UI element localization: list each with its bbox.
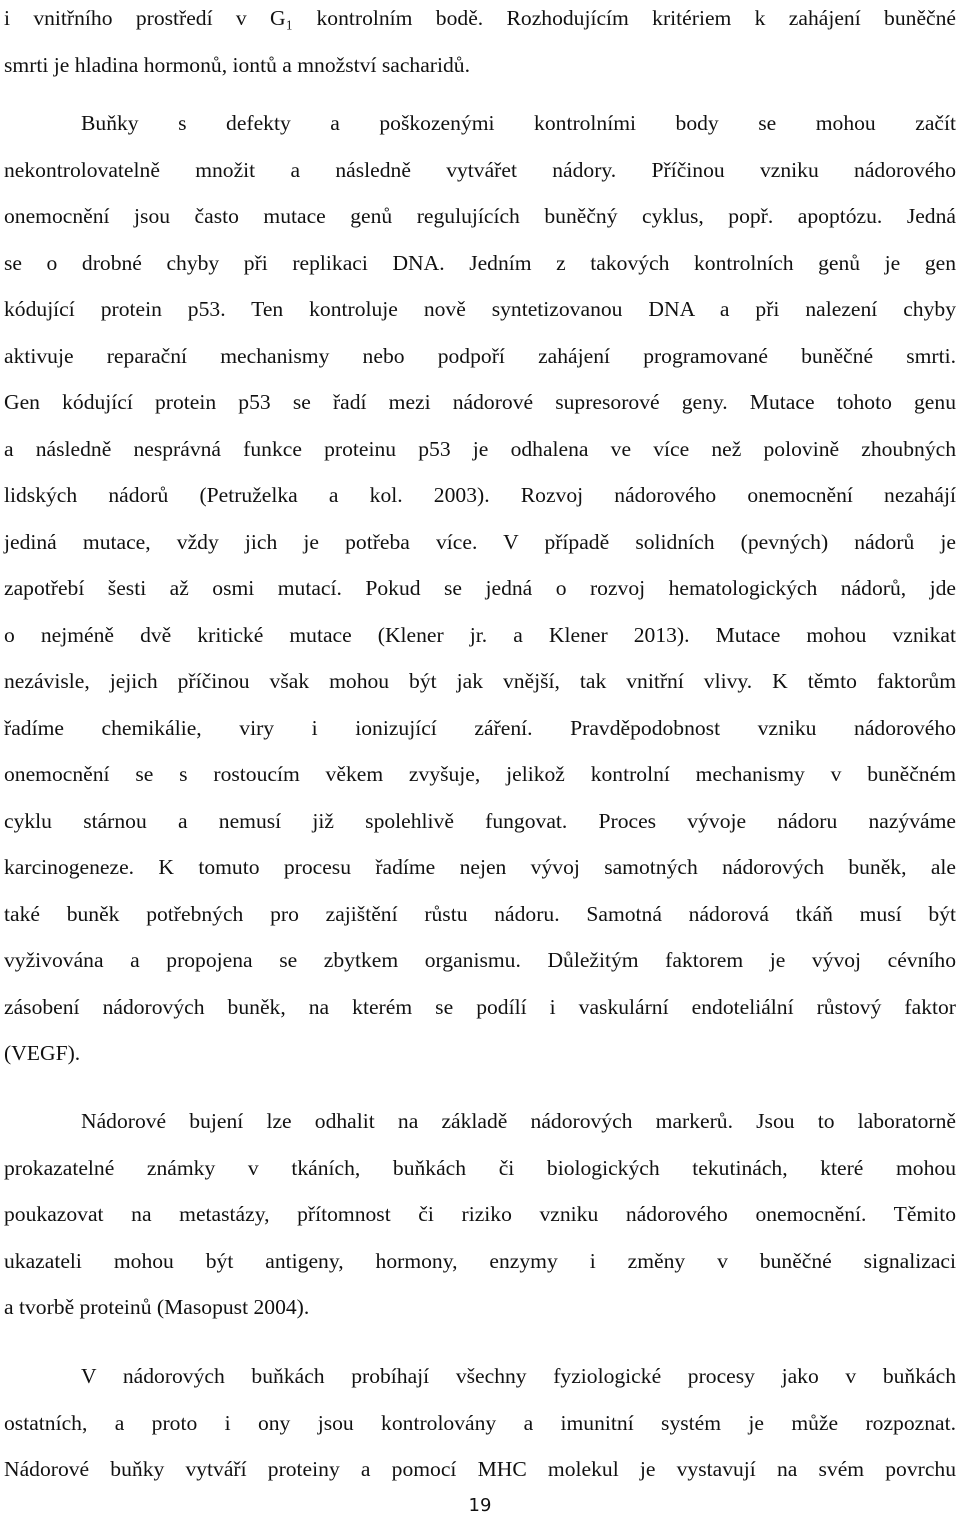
text-line: smrti je hladina hormonů, iontů a množství sacharidů. (4, 52, 470, 77)
text-line: onemocnění jsou často mutace genů regulujících buněčný cyklus, popř. apoptózu. Jedná (4, 204, 956, 228)
text-line: Gen kódující protein p53 se řadí mezi nádorové supresorové geny. Mutace tohoto genu (4, 390, 956, 414)
text-line: nekontrolovatelně množit a následně vytvářet nádory. Příčinou vzniku nádorového (4, 157, 956, 182)
text-line: vyživována a propojena se zbytkem organismu. Důležitým faktorem je vývoj cévního (4, 948, 956, 972)
text-line: V nádorových buňkách probíhají všechny fyziologické procesy jako v buňkách (81, 1364, 956, 1388)
text-line: řadíme chemikálie, viry i ionizující záření. Pravděpodobnost vzniku nádorového (4, 715, 956, 740)
text-line: (VEGF). (4, 1041, 81, 1065)
text-line: nezávisle, jejich příčinou však mohou být jak vnější, tak vnitřní vlivy. K těmto faktorům (4, 669, 956, 693)
text-line: zásobení nádorových buněk, na kterém se podílí i vaskulární endoteliální růstový faktor (4, 994, 956, 1019)
text-line: i vnitřního prostředí v G₁ kontrolním bodě. Rozhodujícím kritériem k zahájení buněčné (4, 6, 956, 30)
text-line: lidských nádorů (Petruželka a kol. 2003). Rozvoj nádorového onemocnění nezahájí (4, 483, 956, 507)
text-line: cyklu stárnou a nemusí již spolehlivě fungovat. Proces vývoje nádoru nazýváme (4, 808, 956, 833)
text-line: Buňky s defekty a poškozenými kontrolními body se mohou začít (81, 111, 956, 135)
page-number: 19 (468, 1495, 492, 1516)
text-line: poukazovat na metastázy, přítomnost či riziko vzniku nádorového onemocnění. Těmito (4, 1202, 956, 1226)
text-line: kódující protein p53. Ten kontroluje nově syntetizovanou DNA a při nalezení chyby (4, 297, 956, 321)
text-line: karcinogeneze. K tomuto procesu řadíme nejen vývoj samotných nádorových buněk, ale (4, 855, 956, 879)
text-line: ukazateli mohou být antigeny, hormony, enzymy i změny v buněčné signalizaci (4, 1248, 956, 1273)
text-line: onemocnění se s rostoucím věkem zvyšuje, jelikož kontrolní mechanismy v buněčném (4, 762, 956, 786)
text-line: zapotřebí šesti až osmi mutací. Pokud se jedná o rozvoj hematologických nádorů, jde (4, 576, 956, 600)
text-line: Nádorové buňky vytváří proteiny a pomocí MHC molekul je vystavují na svém povrchu (4, 1457, 956, 1481)
text-line: také buněk potřebných pro zajištění růstu nádoru. Samotná nádorová tkáň musí být (4, 901, 956, 926)
text-line: se o drobné chyby při replikaci DNA. Jedním z takových kontrolních genů je gen (4, 250, 956, 275)
text-line: Nádorové bujení lze odhalit na základě nádorových markerů. Jsou to laboratorně (81, 1109, 956, 1133)
text-line: prokazatelné známky v tkáních, buňkách či biologických tekutinách, které mohou (4, 1155, 956, 1180)
text-line: aktivuje reparační mechanismy nebo podpoří zahájení programované buněčné smrti. (4, 343, 956, 368)
text-line: jediná mutace, vždy jich je potřeba více. V případě solidních (pevných) nádorů je (4, 529, 956, 554)
text-line: o nejméně dvě kritické mutace (Klener jr. a Klener 2013). Mutace mohou vznikat (4, 622, 956, 647)
text-line: ostatních, a proto i ony jsou kontrolovány a imunitní systém je může rozpoznat. (4, 1410, 956, 1435)
text-line: a tvorbě proteinů (Masopust 2004). (4, 1295, 310, 1319)
text-line: a následně nesprávná funkce proteinu p53 je odhalena ve více než polovině zhoubných (4, 436, 956, 461)
